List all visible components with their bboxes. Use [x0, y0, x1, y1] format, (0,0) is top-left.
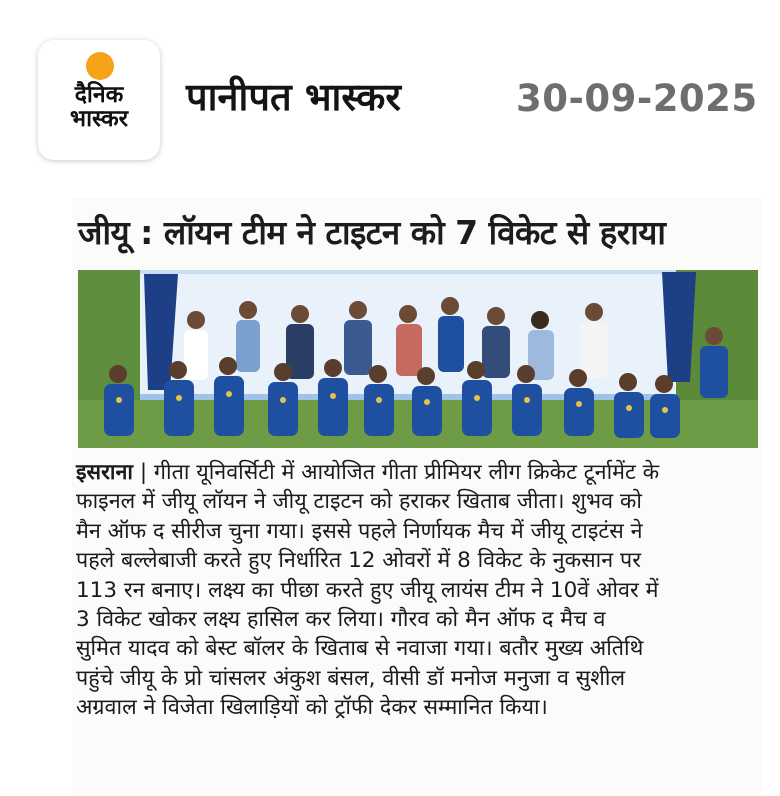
- article-line-6: 3 विकेट खोकर लक्ष्य हासिल कर लिया। गौरव को मैन ऑफ द मैच व: [76, 607, 606, 633]
- app-header: [0, 0, 780, 175]
- article-line-4: पहले बल्लेबाजी करते हुए निर्धारित 12 ओवरों में 8 विकेट के नुकसान पर: [76, 548, 641, 574]
- dainik-bhaskar-logo-icon[interactable]: [38, 40, 160, 160]
- news-clipping: [72, 198, 762, 796]
- article-line-2: फाइनल में जीयू लॉयन ने जीयू टाइटन को हराकर खिताब जीता। शुभव को: [76, 489, 642, 515]
- logo-text-dainik: दैनिक: [74, 82, 124, 108]
- article-headline: जीयू : लॉयन टीम ने टाइटन को 7 विकेट से हराया: [78, 213, 666, 252]
- article-line-5: 113 रन बनाए। लक्ष्य का पीछा करते हुए जीयू लायंस टीम ने 10वें ओवर में: [76, 577, 659, 603]
- article-line-9: अग्रवाल ने विजेता खिलाड़ियों को ट्रॉफी देकर सम्मानित किया।: [76, 695, 548, 721]
- article-line-7: सुमित यादव को बेस्ट बॉलर के खिताब से नवाजा गया। बतौर मुख्य अतिथि: [76, 636, 644, 662]
- article-body: [76, 458, 766, 723]
- article-line-8: पहुंचे जीयू के प्रो चांसलर अंकुश बंसल, वीसी डॉ मनोज मनुजा व सुशील: [76, 665, 626, 691]
- edition-date: 30-09-2025: [516, 77, 758, 120]
- team-photo-illustration: [78, 270, 758, 448]
- article-line-1: [76, 458, 766, 487]
- logo-text-bhaskar: भास्कर: [69, 106, 129, 132]
- sun-icon: [86, 52, 114, 80]
- team-photo: [78, 270, 758, 448]
- edition-title: पानीपत भास्कर: [186, 75, 401, 119]
- article-dateline: इसराना: [76, 460, 133, 485]
- article-line-3: मैन ऑफ द सीरीज चुना गया। इससे पहले निर्णायक मैच में जीयू टाइटंस ने: [76, 518, 643, 544]
- article-line-1-text: | गीता यूनिवर्सिटी में आयोजित गीता प्रीमियर लीग क्रिकेट टूर्नामेंट के: [139, 460, 660, 485]
